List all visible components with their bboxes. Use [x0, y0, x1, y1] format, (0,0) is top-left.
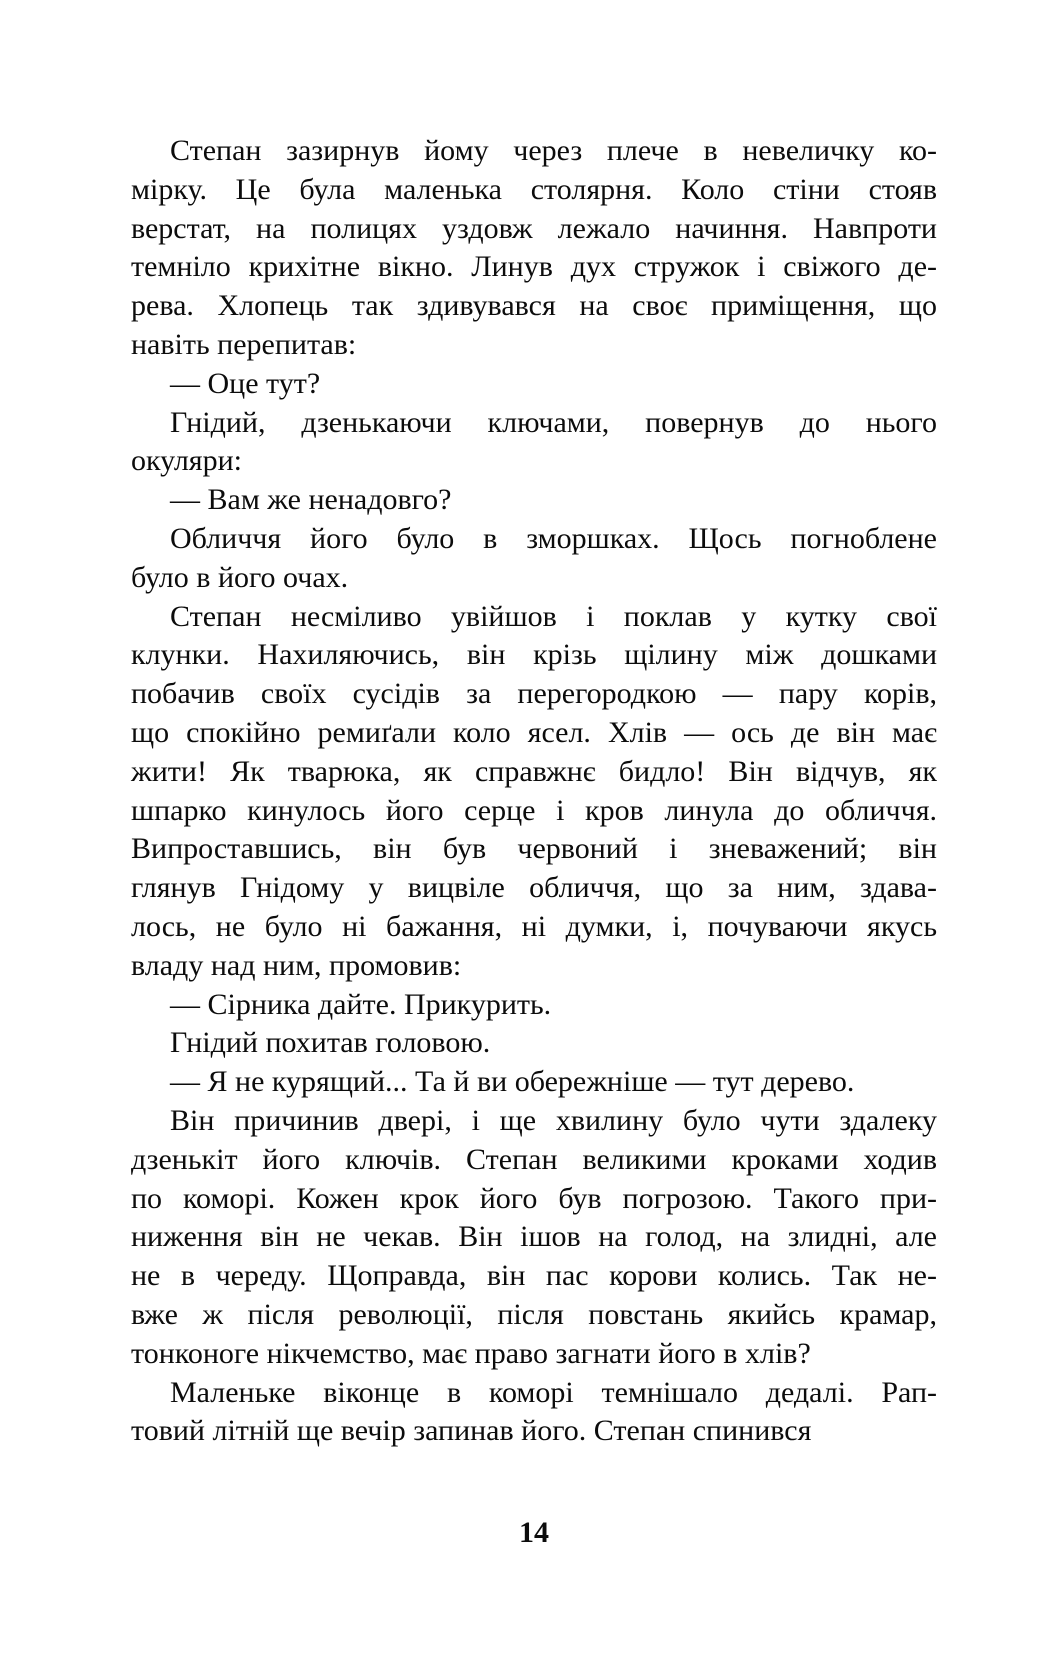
text-line: навіть перепитав: [131, 327, 357, 361]
paragraph [131, 598, 937, 986]
text-line: — Я не курящий... Та й ви обережніше — тут дерево. [170, 1065, 855, 1099]
text-line: — Оце тут? [170, 366, 321, 400]
text-line: рева. Хлопець так здивувався на своє приміщення, що [131, 289, 937, 323]
text-line: дзенькіт його ключів. Степан великими кроками ходив [131, 1142, 937, 1176]
paragraph [131, 132, 937, 365]
paragraph [131, 404, 937, 482]
text-line: що спокійно ремиґали коло ясел. Хлів — ось де він має [131, 715, 937, 749]
text-line: Степан несміливо увійшов і поклав у кутку свої [170, 599, 937, 633]
paragraph [131, 1063, 937, 1102]
text-line: Маленьке віконце в коморі темнішало дедалі. Рап- [170, 1375, 937, 1409]
text-line: не в череду. Щоправда, він пас корови колись. Так не- [131, 1259, 937, 1293]
paragraph [131, 1102, 937, 1374]
text-line: владу над ним, промовив: [131, 948, 462, 982]
text-line: Степан зазирнув йому через плече в невеличку ко- [170, 134, 937, 167]
paragraph [131, 365, 937, 404]
text-line: клунки. Нахиляючись, він крізь щілину між дошками [131, 638, 937, 672]
text-line: шпарко кинулось його серце і кров линула до обличчя. [131, 793, 937, 827]
text-line: вже ж після революції, після повстань якийсь крамар, [131, 1297, 937, 1331]
paragraph [131, 1024, 937, 1063]
paragraph [131, 986, 937, 1025]
text-line: побачив своїх сусідів за перегородкою — пару корів, [131, 677, 937, 711]
text-line: по коморі. Кожен крок його був погрозою. Такого при- [131, 1181, 937, 1215]
text-line: було в його очах. [131, 560, 349, 594]
text-block [131, 132, 937, 1451]
text-line: верстат, на полицях уздовж лежало начиння. Навпроти [131, 211, 937, 245]
text-line: — Вам же ненадовго? [170, 483, 452, 517]
page-footer [131, 1516, 937, 1550]
page-number: 14 [519, 1516, 549, 1549]
text-line: Він причинив двері, і ще хвилину було чути здалеку [170, 1103, 937, 1137]
text-line: мірку. Це була маленька столярня. Коло стіни стояв [131, 172, 937, 206]
paragraph [131, 481, 937, 520]
text-line: — Сірника дайте. Прикурить. [170, 987, 552, 1021]
text-line: темніло крихітне вікно. Линув дух стружок і свіжого де- [131, 250, 937, 284]
paragraph [131, 1374, 937, 1452]
text-line: глянув Гнідому у вицвіле обличчя, що за ним, здава- [131, 871, 937, 905]
text-line: лось, не було ні бажання, ні думки, і, почуваючи якусь [131, 909, 937, 943]
text-line: жити! Як тварюка, як справжнє бидло! Він відчув, як [131, 754, 937, 788]
text-line: тонконоге нікчемство, має право загнати його в хлів? [131, 1336, 811, 1370]
text-line: Випроставшись, він був червоний і зневажений; він [131, 832, 937, 866]
text-line: ниження він не чекав. Він ішов на голод, на злидні, але [131, 1220, 937, 1254]
text-line: Гнідий похитав головою. [170, 1026, 491, 1060]
text-line: Обличчя його було в зморшках. Щось погноблене [170, 521, 937, 555]
paragraph [131, 520, 937, 598]
text-line: Гнідий, дзенькаючи ключами, повернув до нього [170, 405, 937, 439]
text-line: товий літній ще вечір запинав його. Степан спинився [131, 1414, 812, 1448]
text-line: окуляри: [131, 444, 242, 478]
